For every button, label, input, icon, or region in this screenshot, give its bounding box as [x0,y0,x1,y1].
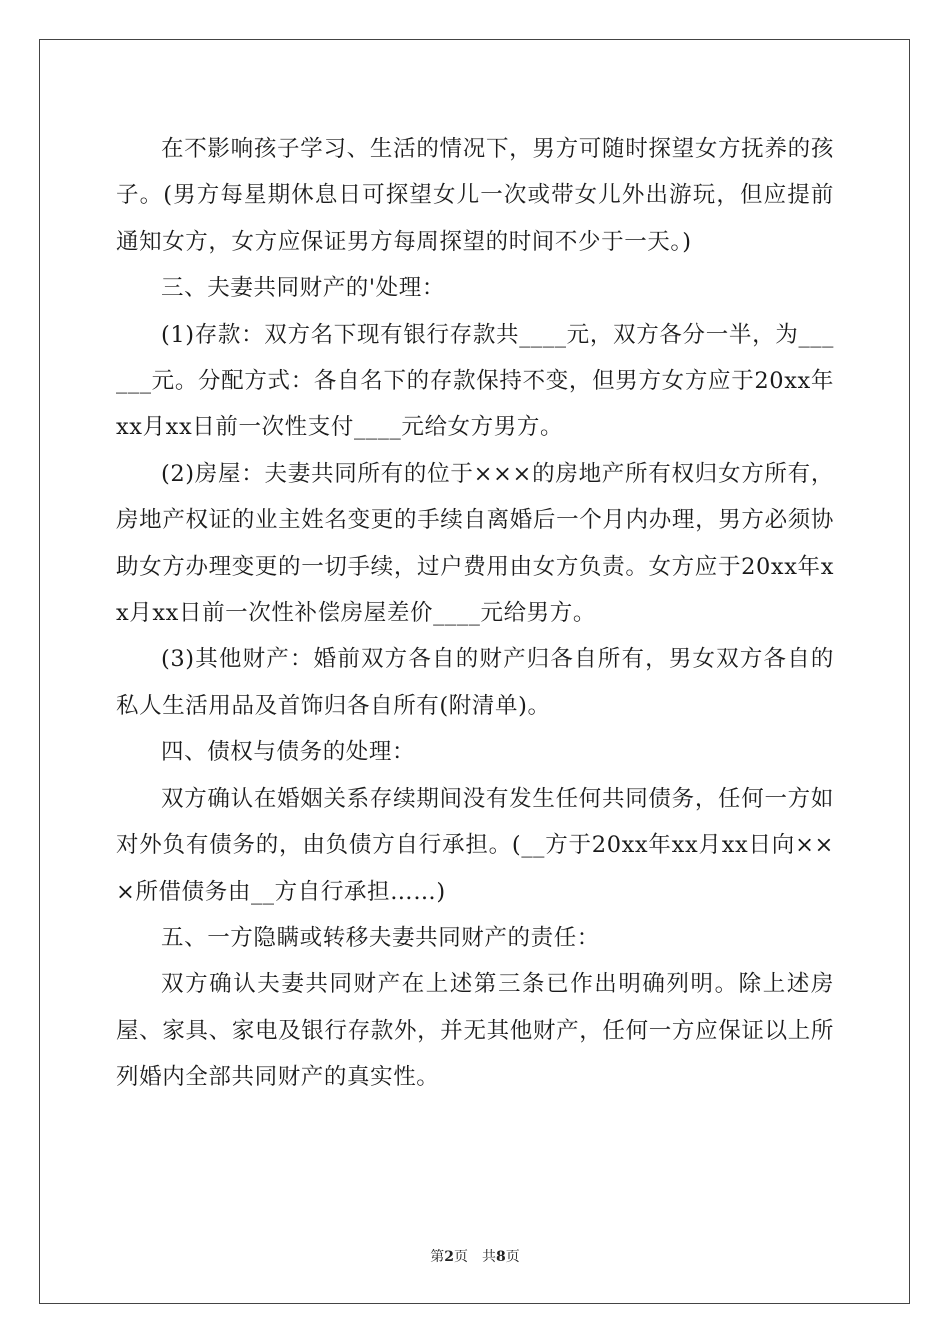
page-number: 2 [444,1249,454,1265]
page-prefix: 第 [430,1249,445,1265]
total-pages: 8 [496,1249,506,1265]
document-body [116,126,834,1101]
section-heading-joint-property: 三、夫妻共同财产的'处理： [161,275,445,302]
paragraph-other-property: (3)其他财产：婚前双方各自的财产归各自所有，男女双方各自的私人生活用品及首饰归各自所有(附清单)。 [116,646,834,719]
section-heading-debts: 四、债权与债务的处理： [161,739,416,766]
page-footer [0,1248,950,1266]
paragraph-deposits: (1)存款：双方名下现有银行存款共____元，双方各分一半，为______元。分配方式：各自名下的存款保持不变，但男方女方应于20xx年xx月xx日前一次性支付____元给女方男方。 [116,321,834,441]
paragraph-debts: 双方确认在婚姻关系存续期间没有发生任何共同债务，任何一方如对外负有债务的，由负债方自行承担。(__方于20xx年xx月xx日向×××所借债务由__方自行承担……) [116,785,834,905]
paragraph-house: (2)房屋：夫妻共同所有的位于×××的房地产所有权归女方所有，房地产权证的业主姓名变更的手续自离婚后一个月内办理，男方必须协助女方办理变更的一切手续，过户费用由女方负责。女方应于20xx年xx月xx日前一次性补偿房屋差价____元给男方。 [116,460,834,627]
paragraph-visitation: 在不影响孩子学习、生活的情况下，男方可随时探望女方抚养的孩子。(男方每星期休息日可探望女儿一次或带女儿外出游玩，但应提前通知女方，女方应保证男方每周探望的时间不少于一天。) [116,136,834,255]
section-heading-concealment: 五、一方隐瞒或转移夫妻共同财产的责任： [161,924,600,951]
total-suffix: 页 [505,1249,520,1265]
paragraph-concealment: 双方确认夫妻共同财产在上述第三条已作出明确列明。除上述房屋、家具、家电及银行存款外，并无其他财产，任何一方应保证以上所列婚内全部共同财产的真实性。 [116,971,834,1091]
page-suffix: 页 [454,1249,468,1265]
total-prefix: 共 [482,1249,496,1265]
